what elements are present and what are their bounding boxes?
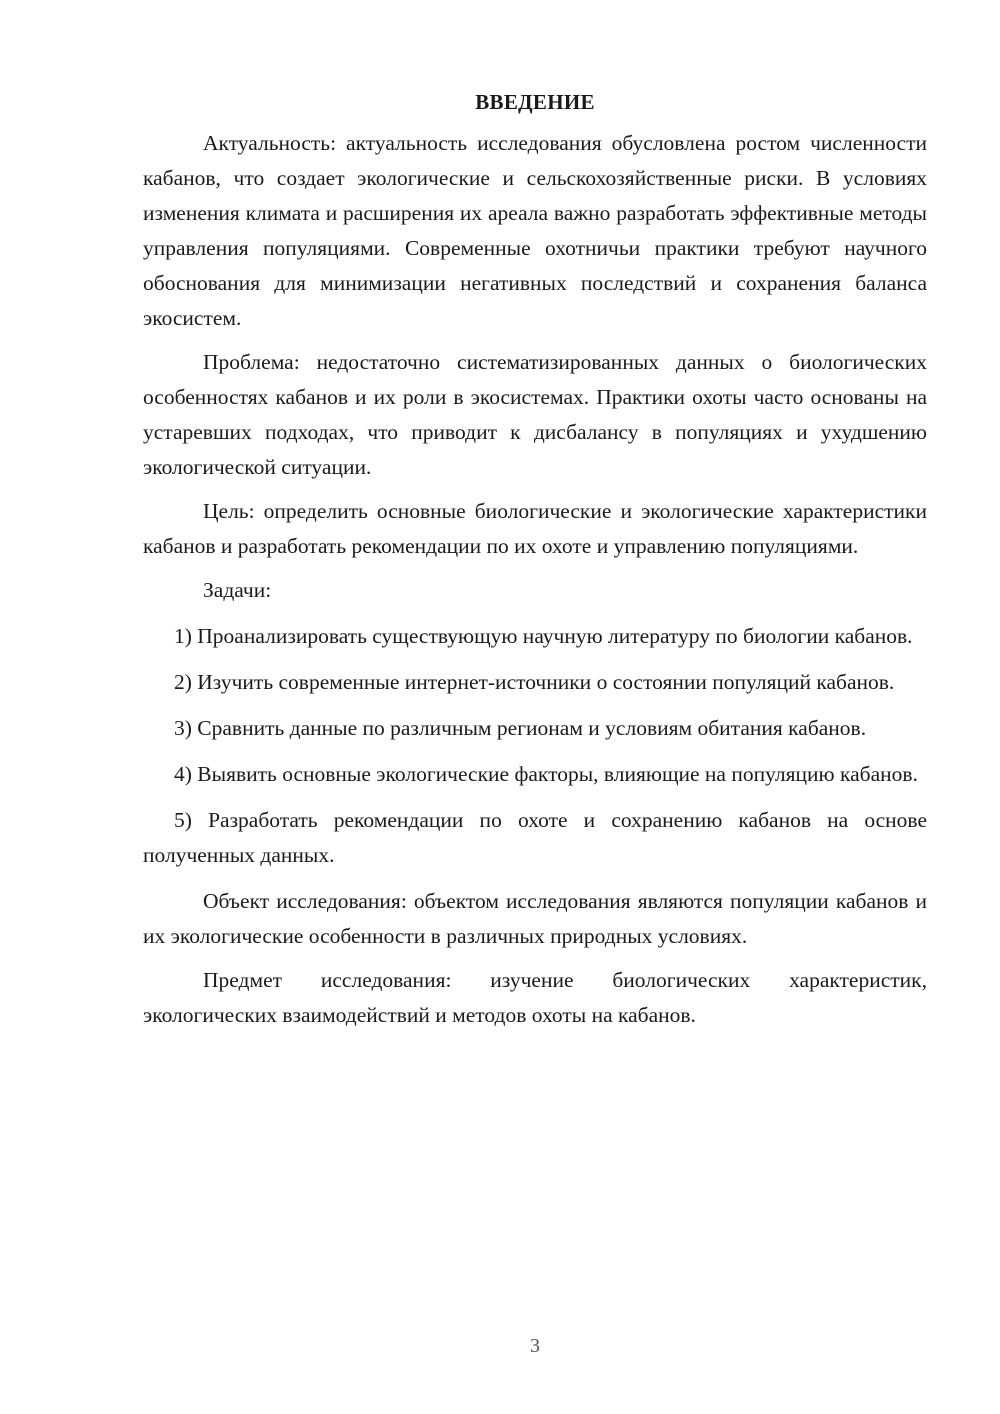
paragraph-object: Объект исследования: объектом исследования являются популяции кабанов и их экологические особенности в различных природных условиях. (143, 889, 927, 948)
tasks-heading: Задачи: (203, 578, 272, 602)
section-title: ВВЕДЕНИЕ (475, 90, 595, 114)
paragraph-problem: Проблема: недостаточно систематизированных данных о биологических особенностях кабанов и их роли в экосистемах. Практики охоты часто основаны на устаревших подходах, что приводит к дисбалансу в популяциях и ухудшению экологической ситуации. (143, 350, 927, 479)
task-item-5: 5) Разработать рекомендации по охоте и сохранению кабанов на основе полученных данных. (143, 808, 927, 867)
task-item-2: 2) Изучить современные интернет-источники о состоянии популяций кабанов. (174, 670, 895, 694)
paragraph-goal: Цель: определить основные биологические и экологические характеристики кабанов и разработать рекомендации по их охоте и управлению популяциями. (143, 499, 927, 558)
task-item-3: 3) Сравнить данные по различным регионам и условиям обитания кабанов. (174, 716, 867, 740)
task-item-1: 1) Проанализировать существующую научную литературу по биологии кабанов. (174, 624, 913, 648)
paragraph-subject: Предмет исследования: изучение биологических характеристик, экологических взаимодействий и методов охоты на кабанов. (143, 968, 927, 1027)
document-page (143, 90, 927, 1042)
paragraph-relevance: Актуальность: актуальность исследования обусловлена ростом численности кабанов, что создает экологические и сельскохозяйственные риски. В условиях изменения климата и расширения их ареала важно разработать эффективные методы управления популяциями. Современные охотничьи практики требуют научного обоснования для минимизации негативных последствий и сохранения баланса экосистем. (143, 131, 927, 330)
task-item-4: 4) Выявить основные экологические факторы, влияющие на популяцию кабанов. (174, 762, 918, 786)
page-number: 3 (530, 1335, 540, 1357)
